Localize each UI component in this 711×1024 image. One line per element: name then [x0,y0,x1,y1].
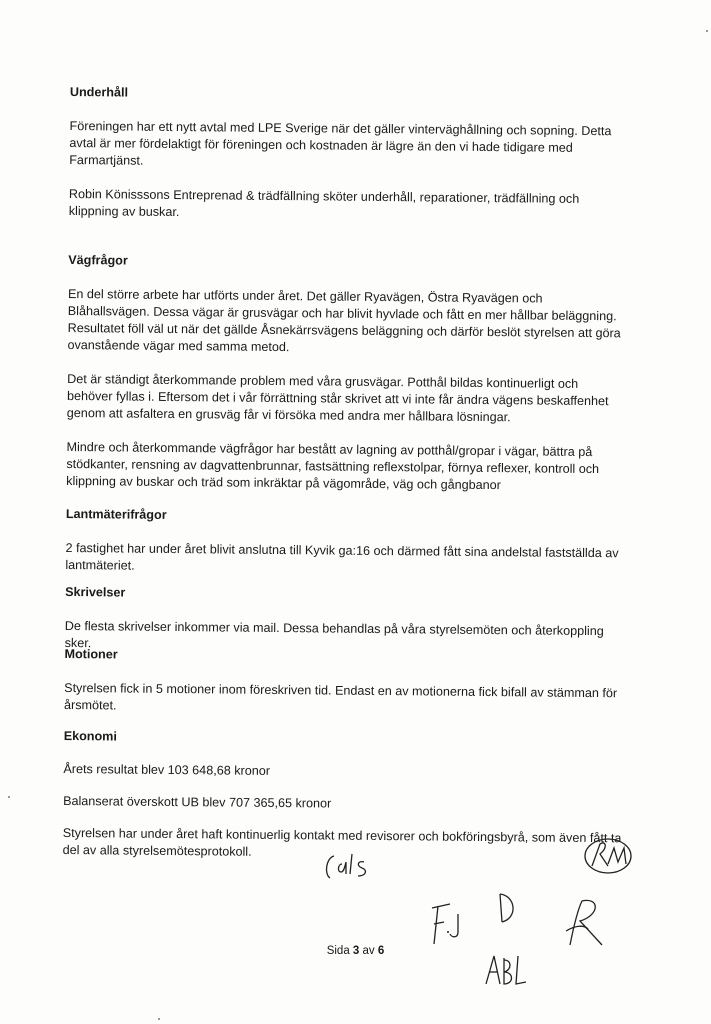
page-label: Sida [326,945,353,957]
paragraph: En del större arbete har utförts under året. Det gäller Ryavägen, Östra Ryavägen och Blåhallsvägen. Dessa vägar är grusvägar och har blivit hyvlade och fått en mer hållbar beläggning. Resultatet föll väl ut när det gällde Åsnekärrsvägens beläggning och därför beslöt styrelsen att göra ovanstående vägar med samma metod. [67,286,621,355]
paragraph: De flesta skrivelser inkommer via mail. Dessa behandlas på våra styrelsemöten och återkoppling sker. [64,618,604,651]
document-body [62,84,630,859]
paragraph: Årets resultat blev 103 648,68 kronor [63,761,271,778]
section-heading: Ekonomi [63,728,117,744]
section-heading: Skrivelser [65,584,126,600]
paragraph: 2 fastighet har under året blivit anslutna till Kyvik ga:16 och därmed fått sina andelstal fastställda av lantmäteriet. [65,540,619,573]
page-footer [0,945,711,957]
signature-initials-fj [428,898,472,946]
section-motioner [64,646,625,719]
paragraph: Styrelsen har under året haft kontinuerlig kontakt med revisorer och bokföringsbyrå, som även fått ta del av alla styrelsemötesprotokoll. [62,825,622,859]
section-ekonomi [63,728,624,864]
scan-speck [8,796,10,798]
section-lantmateri [65,506,626,579]
signature-initials-r [560,895,610,951]
signature-initials-rm-circled [582,834,636,878]
paragraph: Föreningen har ett nytt avtal med LPE Sverige när det gäller vinterväghållning och sopning. Detta avtal är mer fördelaktigt för föreningen och kostnaden är lägre än den vi hade tidigare med Farmartjänst. [69,118,612,168]
section-vagfragor [66,252,628,495]
section-heading: Motioner [64,646,118,662]
page-separator: av [359,945,378,957]
section-heading: Lantmäterifrågor [65,506,167,522]
paragraph: Mindre och återkommande vägfrågor har bestått av lagning av potthål/gropar i vägar, bättra på stödkanter, rensning av dagvattenbrunnar, fastsättning reflexstolpar, förnya reflexer, kontroll och klippning av buskar och träd som inkräktar på vägområde, väg och gångbanor [66,439,600,493]
section-underhall [69,84,630,225]
total-page-count: 6 [377,945,385,957]
scan-speck [158,1018,160,1020]
section-heading: Vägfrågor [68,252,128,268]
scan-speck [706,30,708,32]
paragraph: Balanserat överskott UB blev 707 365,65 kronor [63,793,332,811]
paragraph: Styrelsen fick in 5 motioner inom föreskriven tid. Endast en av motionerna fick bifall av stämman för årsmötet. [63,680,618,713]
current-page-number: 3 [352,945,360,957]
signature-initials-cals [322,848,382,882]
section-heading: Underhåll [69,84,129,100]
paragraph: Det är ständigt återkommande problem med våra grusvägar. Potthål bildas kontinuerligt och behöver fyllas i. Eftersom det i vår förrättning står skrivet att vi inte får ändra vägens beskaffenhet genom att asfaltera en grusväg får vi försöka med andra mer hållbara lösningar. [66,371,609,425]
paragraph: Robin Könisssons Entreprenad & trädfällning sköter underhåll, reparationer, trädfällning och klippning av buskar. [68,186,580,220]
signature-initials-d [490,888,520,928]
